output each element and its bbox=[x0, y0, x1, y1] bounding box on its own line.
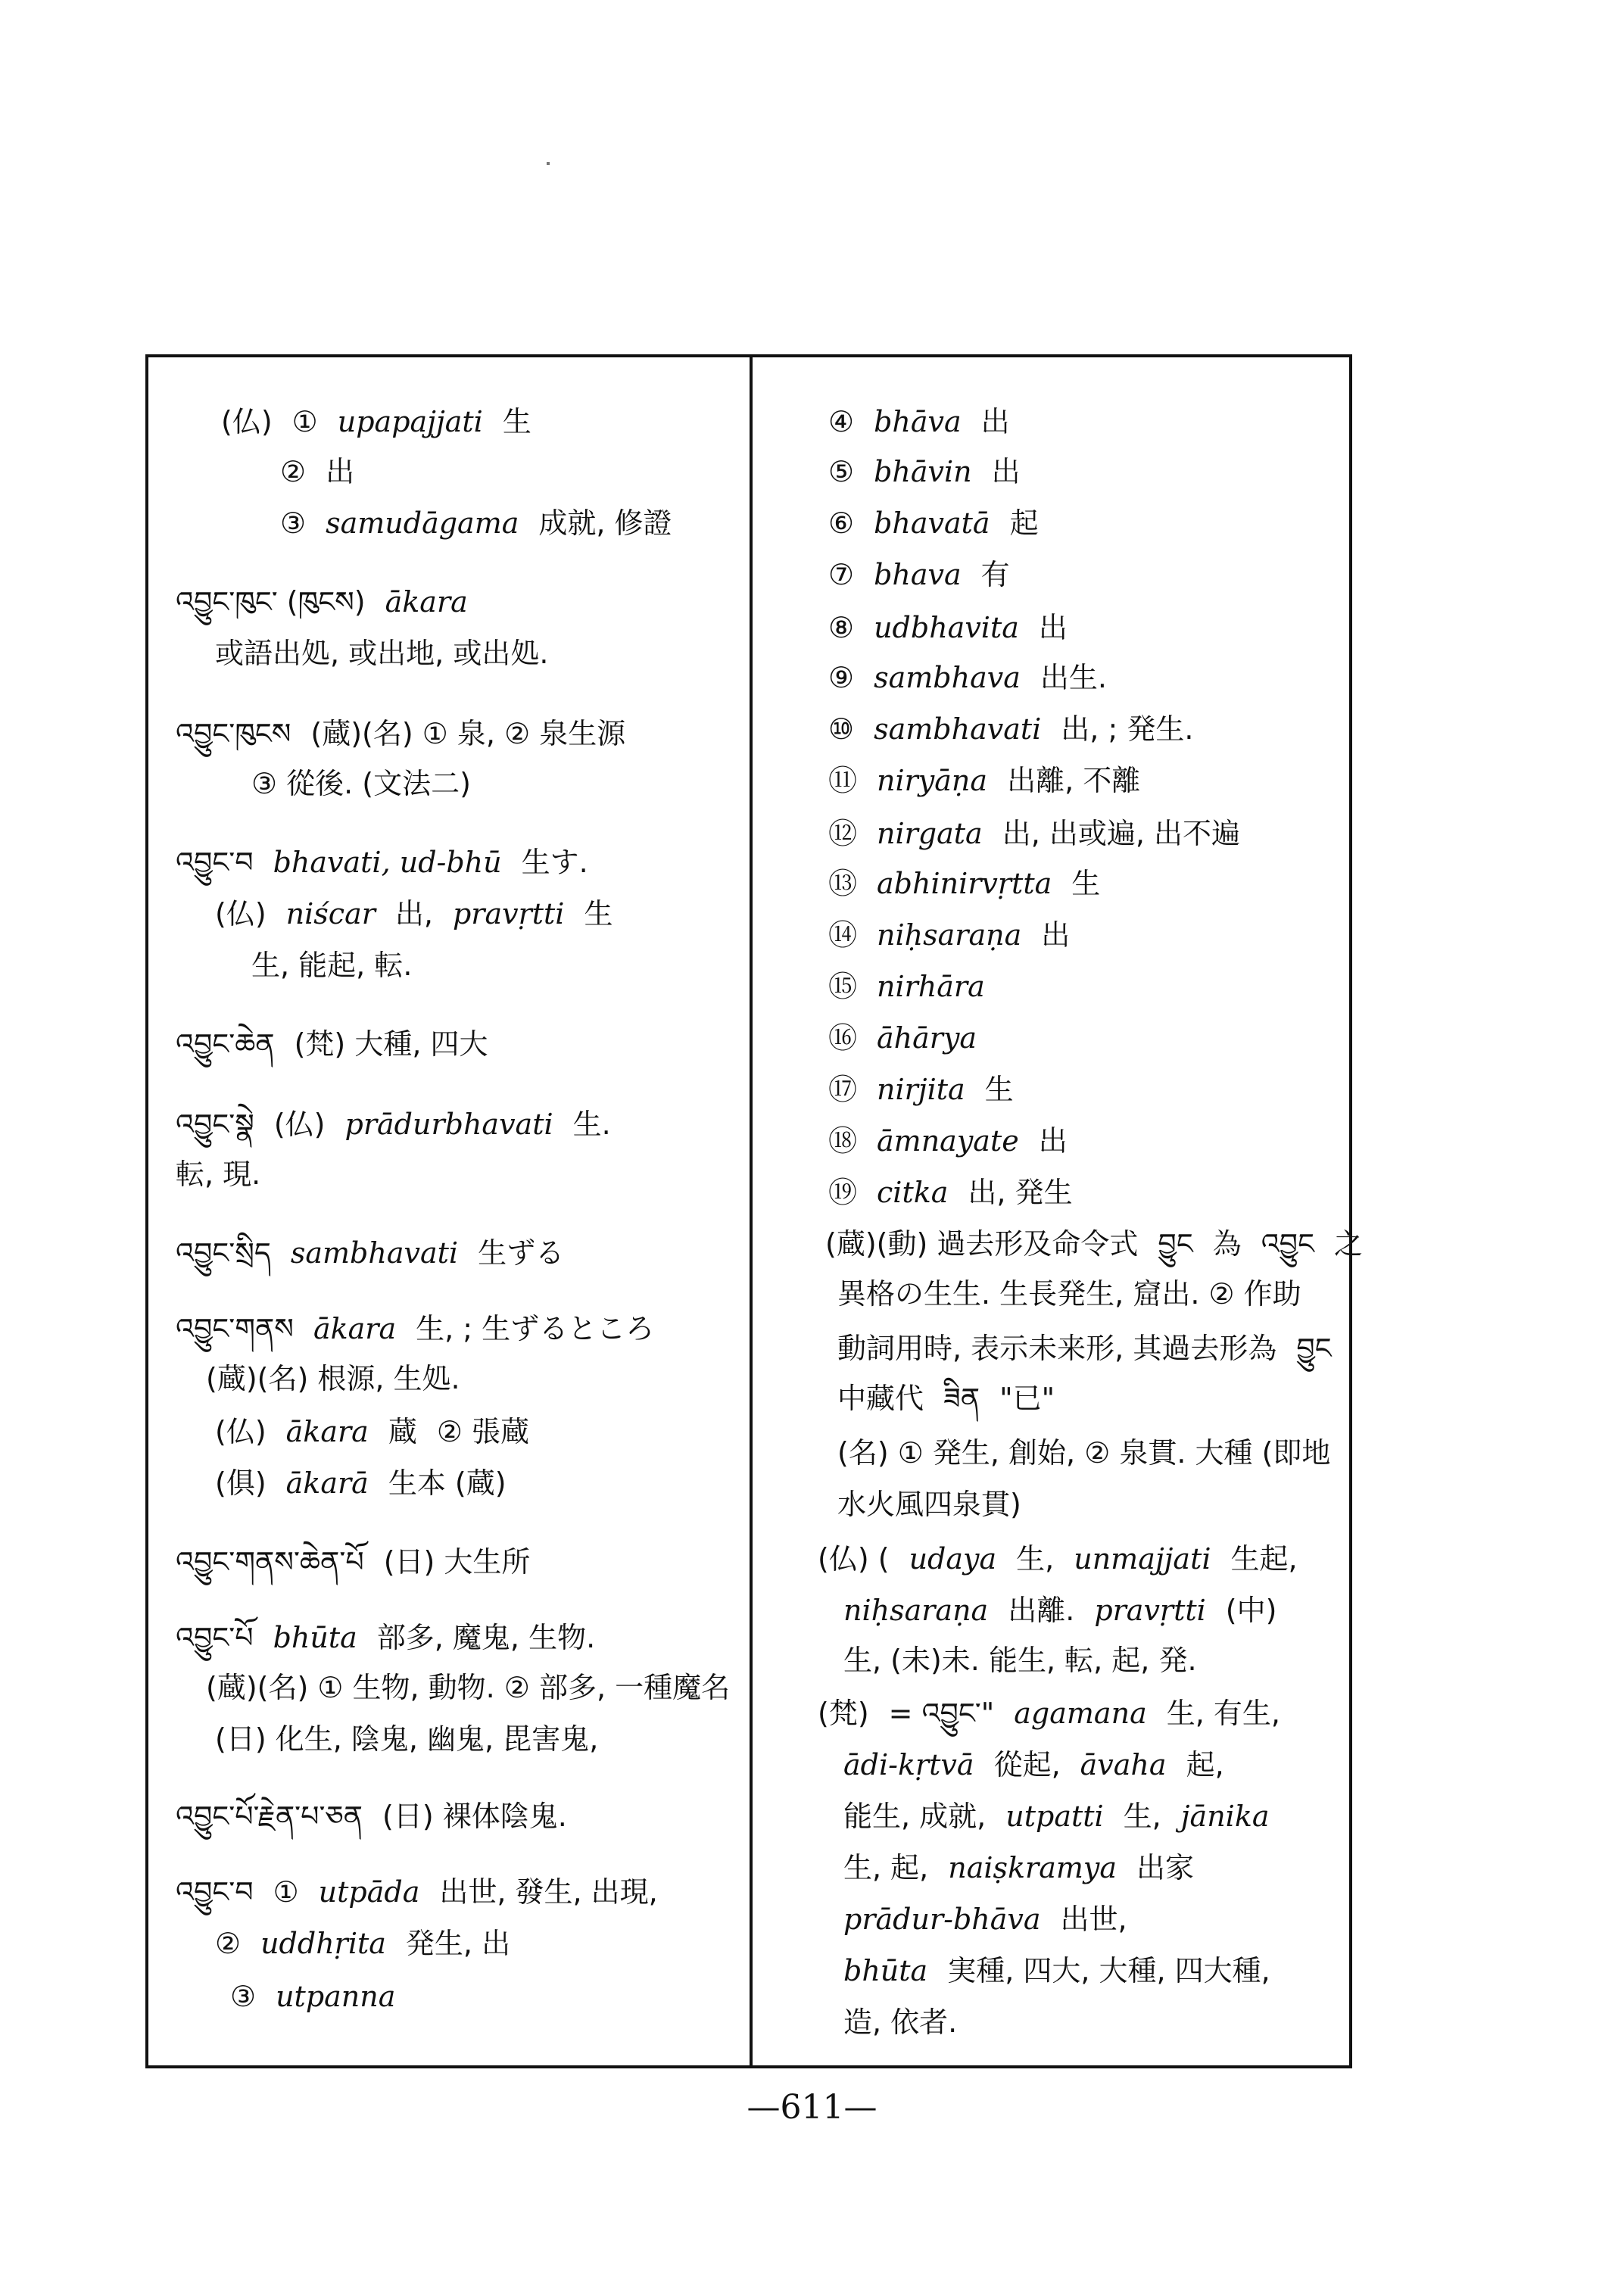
sanskrit-term: citka bbox=[877, 1176, 949, 1209]
right-line-28 bbox=[843, 1802, 1270, 1831]
gloss-text: ③ bbox=[230, 1980, 257, 2013]
gloss-text: (日) 化生, 陰鬼, 幽鬼, 毘害鬼, bbox=[215, 1722, 599, 1756]
left-line-7 bbox=[251, 769, 471, 798]
gloss-text: ⑥ bbox=[828, 506, 855, 540]
gloss-text: 出家 bbox=[1136, 1851, 1195, 1884]
gloss-text: (仏) ( bbox=[818, 1542, 890, 1576]
gloss-text: 出生. bbox=[1040, 661, 1107, 694]
left-line-9 bbox=[215, 899, 613, 928]
tibetan-headword: བྱུང bbox=[1158, 1227, 1193, 1261]
sanskrit-term: bhāvin bbox=[874, 455, 972, 488]
tibetan-headword: བྱུང bbox=[1296, 1332, 1332, 1365]
gloss-text: ① bbox=[291, 405, 318, 438]
right-line-12 bbox=[828, 972, 985, 1001]
gloss-text: 生, 有生, bbox=[1166, 1697, 1280, 1730]
gloss-text: ⑩ bbox=[828, 712, 855, 746]
gloss-text: 成就, 修證 bbox=[538, 506, 672, 540]
sanskrit-term: samudāgama bbox=[326, 506, 519, 540]
sanskrit-term: ākarā bbox=[285, 1466, 369, 1500]
right-line-15 bbox=[828, 1124, 1068, 1158]
right-line-11 bbox=[828, 918, 1071, 952]
right-line-10 bbox=[828, 869, 1100, 898]
gloss-text: ⑯ bbox=[828, 1021, 858, 1055]
tibetan-headword: འབྱུང་གནས་ཆེན་པོ bbox=[176, 1545, 364, 1579]
gloss-text: 出 bbox=[991, 455, 1021, 488]
gloss-text: 出, 出或遍, 出不遍 bbox=[1002, 817, 1241, 850]
gloss-text: (蔵)(名) ① 生物, 動物. ② 部多, 一種魔名 bbox=[206, 1671, 731, 1704]
sanskrit-term: sambhavati bbox=[290, 1236, 459, 1270]
left-line-25 bbox=[215, 1929, 510, 1958]
gloss-text: (梵) 大種, 四大 bbox=[294, 1027, 488, 1061]
tibetan-headword: འབྱུང་བ bbox=[176, 1875, 254, 1909]
right-line-31 bbox=[843, 1956, 1270, 1985]
left-line-24 bbox=[176, 1875, 658, 1909]
sanskrit-term: unmajjati bbox=[1074, 1542, 1211, 1576]
right-line-18 bbox=[837, 1277, 1301, 1311]
gloss-text: ⑱ bbox=[828, 1124, 858, 1158]
sanskrit-term: sambhavati bbox=[874, 712, 1042, 746]
left-line-3 bbox=[280, 506, 672, 540]
sanskrit-term: naiṣkramya bbox=[948, 1851, 1117, 1884]
gloss-text: 生, bbox=[1016, 1542, 1055, 1576]
gloss-text: 有 bbox=[980, 558, 1010, 591]
tibetan-headword: འབྱུང་ཁུངས bbox=[176, 717, 291, 750]
sanskrit-term: bhavati, ud-bhū bbox=[273, 846, 502, 879]
gloss-text: 異格の生生. 生長発生, 窟出. ② 作助 bbox=[837, 1277, 1301, 1311]
left-line-13 bbox=[176, 1160, 260, 1189]
sanskrit-term: nirjita bbox=[877, 1073, 965, 1106]
gloss-text: 中藏代 bbox=[837, 1382, 924, 1415]
gloss-text: 起, bbox=[1186, 1748, 1224, 1781]
tibetan-headword: འབྱུང་ཆེན bbox=[176, 1027, 275, 1061]
sanskrit-term: niḥsaraṇa bbox=[877, 918, 1022, 952]
left-line-14 bbox=[176, 1236, 565, 1270]
gloss-text: 出 bbox=[1041, 918, 1071, 952]
gloss-text: 出世, 發生, 出現, bbox=[439, 1875, 658, 1909]
right-line-2 bbox=[828, 457, 1021, 486]
left-line-6 bbox=[176, 719, 625, 748]
gloss-text: (日) 裸体陰鬼. bbox=[382, 1800, 567, 1833]
right-line-21 bbox=[837, 1436, 1331, 1470]
sanskrit-term: niḥsaraṇa bbox=[843, 1594, 989, 1627]
gloss-text: 生本 (蔵) bbox=[388, 1466, 507, 1500]
right-line-13 bbox=[828, 1021, 977, 1055]
gloss-text: (仏) bbox=[215, 1415, 267, 1448]
gloss-text: ⑦ bbox=[828, 558, 855, 591]
gloss-text: 起 bbox=[1009, 506, 1039, 540]
sanskrit-term: sambhava bbox=[874, 661, 1021, 694]
gloss-text: 生. bbox=[572, 1108, 611, 1141]
scan-speck bbox=[547, 162, 550, 165]
sanskrit-term: utpāda bbox=[318, 1875, 420, 1909]
gloss-text: 造, 依者. bbox=[843, 2006, 958, 2039]
gloss-text: ⑪ bbox=[828, 764, 858, 797]
right-line-19 bbox=[837, 1334, 1332, 1363]
gloss-text: ⑬ bbox=[828, 867, 858, 900]
sanskrit-term: pravṛtti bbox=[1094, 1594, 1206, 1627]
left-line-16 bbox=[206, 1364, 460, 1393]
sanskrit-term: utpanna bbox=[276, 1980, 396, 2013]
sanskrit-term: niryāṇa bbox=[877, 764, 988, 797]
sanskrit-term: āvaha bbox=[1080, 1748, 1167, 1781]
gloss-text: 出 bbox=[326, 455, 355, 488]
left-line-11 bbox=[176, 1027, 488, 1061]
right-line-17 bbox=[825, 1227, 1363, 1261]
sanskrit-term: bhūta bbox=[273, 1621, 357, 1654]
tibetan-headword: འབྱུང bbox=[1261, 1227, 1314, 1261]
sanskrit-term: uddhṛita bbox=[260, 1927, 386, 1960]
gloss-text: 出, 発生 bbox=[968, 1176, 1073, 1209]
right-line-16 bbox=[828, 1178, 1073, 1207]
gloss-text: (俱) bbox=[215, 1466, 267, 1500]
gloss-text: 或語出処, 或出地, 或出処. bbox=[215, 637, 549, 670]
left-line-12 bbox=[176, 1110, 611, 1139]
gloss-text: 從起, bbox=[993, 1748, 1061, 1781]
right-line-14 bbox=[828, 1075, 1014, 1104]
left-line-19 bbox=[176, 1545, 531, 1579]
gloss-text: 出, ; 発生. bbox=[1061, 712, 1194, 746]
gloss-text: 出 bbox=[1038, 611, 1068, 644]
right-line-32 bbox=[843, 2008, 957, 2037]
sanskrit-term: prādurbhavati bbox=[344, 1108, 553, 1141]
gloss-text: ⑲ bbox=[828, 1176, 858, 1209]
gloss-text: 生, 能起, 転. bbox=[251, 949, 413, 982]
gloss-text: 為 bbox=[1212, 1227, 1242, 1261]
right-line-27 bbox=[843, 1750, 1224, 1779]
gloss-text: ③ bbox=[280, 506, 307, 540]
gloss-text: 動詞用時, 表示未来形, 其過去形為 bbox=[837, 1332, 1277, 1365]
right-line-30 bbox=[843, 1905, 1127, 1934]
gloss-text: (蔵)(名) 根源, 生処. bbox=[206, 1362, 460, 1395]
sanskrit-term: nirgata bbox=[877, 817, 983, 850]
gloss-text: (蔵)(名) ① 泉, ② 泉生源 bbox=[310, 717, 626, 750]
gloss-text: 之 bbox=[1333, 1227, 1363, 1261]
gloss-text: 生起, bbox=[1230, 1542, 1298, 1576]
tibetan-headword: འབྱུང་པོ་རྗེན་པ་ཅན bbox=[176, 1800, 363, 1833]
left-line-21 bbox=[206, 1673, 730, 1702]
right-line-6 bbox=[828, 663, 1107, 692]
sanskrit-term: utpatti bbox=[1005, 1800, 1104, 1833]
gloss-text: "已" bbox=[999, 1382, 1055, 1415]
gloss-text: ⑭ bbox=[828, 918, 858, 952]
sanskrit-term: bhāva bbox=[874, 405, 962, 438]
gloss-text: (中) bbox=[1225, 1594, 1277, 1627]
right-line-20 bbox=[837, 1384, 1055, 1413]
tibetan-headword: འབྱུང་སྣེ bbox=[176, 1108, 254, 1141]
gloss-text: 蔵 bbox=[388, 1415, 417, 1448]
left-line-8 bbox=[176, 848, 588, 877]
left-line-1 bbox=[221, 407, 531, 436]
gloss-text: ⑰ bbox=[828, 1073, 858, 1106]
gloss-text: 生 bbox=[502, 405, 531, 438]
gloss-text: ② bbox=[280, 455, 307, 488]
gloss-text: ⑧ bbox=[828, 611, 855, 644]
gloss-text: (蔵)(動) 過去形及命令式 bbox=[825, 1227, 1139, 1261]
gloss-text: 出離, 不離 bbox=[1007, 764, 1141, 797]
sanskrit-term: bhava bbox=[874, 558, 962, 591]
gloss-text: 出 bbox=[1038, 1124, 1068, 1158]
gloss-text: 生ずる bbox=[478, 1236, 565, 1270]
sanskrit-term: udbhavita bbox=[874, 611, 1019, 644]
gloss-text: ② bbox=[215, 1927, 242, 1960]
gloss-text: ① bbox=[273, 1875, 299, 1909]
right-line-1 bbox=[828, 407, 1010, 436]
gloss-text: (仏) bbox=[221, 405, 273, 438]
right-line-4 bbox=[828, 560, 1010, 589]
sanskrit-term: ākara bbox=[385, 585, 468, 619]
gloss-text: 生す. bbox=[521, 846, 588, 879]
gloss-text: (仏) bbox=[215, 897, 267, 930]
right-line-8 bbox=[828, 766, 1140, 795]
gloss-text: (梵) bbox=[818, 1697, 869, 1730]
sanskrit-term: ākara bbox=[313, 1312, 397, 1345]
column-divider bbox=[750, 354, 753, 2068]
gloss-text: ④ bbox=[828, 405, 855, 438]
tibetan-headword: འབྱུང་སྲིད bbox=[176, 1236, 271, 1270]
left-line-26 bbox=[230, 1982, 395, 2011]
tibetan-headword: འབྱུང་ཁུང་ (ཁུངས) bbox=[176, 585, 366, 619]
sanskrit-term: bhavatā bbox=[874, 506, 990, 540]
sanskrit-term: nirhāra bbox=[877, 970, 985, 1003]
gloss-text: ⑮ bbox=[828, 970, 858, 1003]
gloss-text: 実種, 四大, 大種, 四大種, bbox=[947, 1954, 1270, 1987]
gloss-text: ② 張蔵 bbox=[436, 1415, 529, 1448]
left-line-18 bbox=[215, 1466, 507, 1500]
left-line-17 bbox=[215, 1417, 529, 1446]
sanskrit-term: bhūta bbox=[843, 1954, 928, 1987]
gloss-text: 水火風四泉貫) bbox=[837, 1488, 1021, 1521]
gloss-text: (日) 大生所 bbox=[383, 1545, 531, 1579]
sanskrit-term: prādur-bhāva bbox=[843, 1903, 1041, 1936]
sanskrit-term: jānika bbox=[1180, 1800, 1270, 1833]
page-number: —611— bbox=[747, 2088, 877, 2127]
tibetan-headword: འབྱུང་གནས bbox=[176, 1312, 294, 1345]
gloss-text: 出離. bbox=[1008, 1594, 1075, 1627]
gloss-text: ⑤ bbox=[828, 455, 855, 488]
gloss-text: 生 bbox=[584, 897, 613, 930]
right-line-26 bbox=[818, 1699, 1280, 1728]
gloss-text: 生 bbox=[1071, 867, 1101, 900]
gloss-text: 転, 現. bbox=[176, 1158, 261, 1191]
gloss-text: 出世, bbox=[1060, 1903, 1127, 1936]
right-line-3 bbox=[828, 506, 1039, 540]
gloss-text: 生, bbox=[1123, 1800, 1161, 1833]
tibetan-headword: འབྱུང་བ bbox=[176, 846, 254, 879]
right-line-24 bbox=[843, 1596, 1276, 1625]
left-line-4 bbox=[176, 585, 468, 619]
sanskrit-term: abhinirvṛtta bbox=[877, 867, 1052, 900]
sanskrit-term: ādi-kṛtvā bbox=[843, 1748, 974, 1781]
right-line-7 bbox=[828, 712, 1194, 746]
right-line-25 bbox=[843, 1646, 1197, 1675]
left-line-5 bbox=[215, 639, 548, 668]
tibetan-headword: འབྱུང་པོ bbox=[176, 1621, 254, 1654]
left-line-10 bbox=[251, 951, 412, 980]
gloss-text: 出 bbox=[980, 405, 1010, 438]
sanskrit-term: niścar bbox=[285, 897, 376, 930]
left-line-2 bbox=[280, 457, 354, 486]
sanskrit-term: ākara bbox=[285, 1415, 369, 1448]
right-line-22 bbox=[837, 1490, 1021, 1519]
gloss-text: 生, (未)未. 能生, 転, 起, 発. bbox=[843, 1644, 1197, 1677]
right-line-9 bbox=[828, 819, 1240, 848]
left-line-15 bbox=[176, 1314, 654, 1343]
gloss-text: 出, bbox=[394, 897, 433, 930]
right-line-23 bbox=[818, 1542, 1298, 1576]
gloss-text: 部多, 魔鬼, 生物. bbox=[376, 1621, 596, 1654]
left-line-20 bbox=[176, 1623, 595, 1652]
gloss-text: ⑫ bbox=[828, 817, 858, 850]
gloss-text: ③ 從後. (文法二) bbox=[251, 767, 471, 800]
gloss-text: 生 bbox=[984, 1073, 1014, 1106]
sanskrit-term: āmnayate bbox=[877, 1124, 1019, 1158]
sanskrit-term: agamana bbox=[1014, 1697, 1147, 1730]
gloss-text: 能生, 成就, bbox=[843, 1800, 987, 1833]
sanskrit-term: udaya bbox=[909, 1542, 997, 1576]
sanskrit-term: upapajjati bbox=[337, 405, 483, 438]
gloss-text: ⑨ bbox=[828, 661, 855, 694]
right-line-29 bbox=[843, 1853, 1194, 1882]
left-line-23 bbox=[176, 1802, 567, 1831]
gloss-text: 生, 起, bbox=[843, 1851, 929, 1884]
gloss-text: 生, ; 生ずるところ bbox=[416, 1312, 655, 1345]
right-line-5 bbox=[828, 613, 1068, 642]
left-line-22 bbox=[215, 1722, 599, 1756]
gloss-text: 発生, 出 bbox=[405, 1927, 511, 1960]
sanskrit-term: āhārya bbox=[877, 1021, 977, 1055]
sanskrit-term: pravṛtti bbox=[452, 897, 565, 930]
tibetan-headword: = འབྱུང་" bbox=[888, 1697, 995, 1730]
tibetan-headword: ཟིན bbox=[943, 1382, 980, 1415]
gloss-text: (仏) bbox=[273, 1108, 326, 1141]
gloss-text: (名) ① 発生, 創始, ② 泉貫. 大種 (即地 bbox=[837, 1436, 1331, 1470]
